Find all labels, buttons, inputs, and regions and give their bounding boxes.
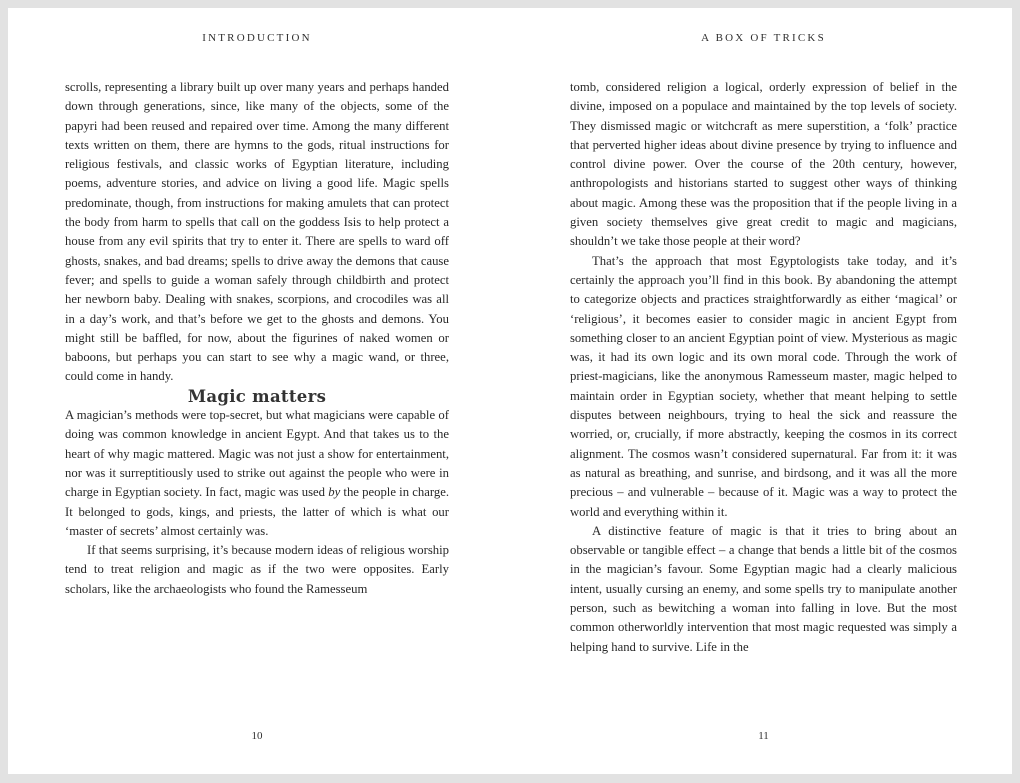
running-header-right: A BOX OF TRICKS xyxy=(701,32,826,44)
section-heading: Magic matters xyxy=(187,386,327,406)
page-number-right: 11 xyxy=(758,730,769,742)
paragraph-continuation: scrolls, representing a library built up over many years and perhaps handed down through generations, since, like many of the objects, some of the papyri had been reused and repaired over time. Among the many different texts written on them, there are hymns to the gods, ritual instructions for religious festivals, and classic works of Egyptian literature, including poems, adventure stories, and advice on living a good life. Magic spells predominate, though, from instructions for making amulets that can protect the body from harm to spells that call on the goddess Isis to help protect a house from any evil spirits that try to enter it. There are spells to ward off ghosts, snakes, and bad dreams; spells to drive away the demons that cause fever; and spells to guide a woman safely through childbirth and protect her newborn baby. Dealing with snakes, scorpions, and crocodiles was all in a day’s work, and that’s before we get to the ghosts and demons. You might still be baffled, for now, about the figurines of naked women or baboons, but perhaps you can start to see why a magic wand, or three, could come in handy. xyxy=(65,80,449,384)
paragraph-surprising: If that seems surprising, it’s because modern ideas of religious worship tend to treat religion and magic as if the two were opposites. Early scholars, like the archaeologists who found the Ramesseum xyxy=(65,543,449,596)
paragraph-approach: That’s the approach that most Egyptologists take today, and it’s certainly the approach you’ll find in this book. By abandoning the attempt to categorize objects and practices straightforwardly as either ‘magical’ or ‘religious’, it becomes easier to consider magic in ancient Egypt from something closer to an ancient Egyptian point of view. Mysterious as magic was, it had its own logic and its own moral code. Through the work of priest-magicians, like the anonymous Ramesseum master, magic helped to maintain order in Egyptian society, whether that meant helping to settle disputes between neighbours, trying to heal the sick and reassure the worried, or, crucially, if more abstractly, keeping the cosmos in its correct alignment. The cosmos wasn’t considered supernatural. Far from it: it was as natural as breathing, and sunrise, and birdsong, and it was all the more precious – and vulnerable – because of it. Magic was a way to protect the world and everything within it. xyxy=(570,253,957,519)
page-left xyxy=(65,8,449,774)
book-spread xyxy=(8,8,1012,774)
page-left-body xyxy=(65,78,449,599)
paragraph-magicians-text-before: A magician’s methods were top-secret, but what magicians were capable of doing was common knowledge in ancient Egypt. And that takes us to the heart of why magic mattered. Magic was not just a show for entertainment, nor was it surreptitiously used to strike out against the people who were in charge in Egyptian society. In fact, magic was used xyxy=(65,408,449,500)
emphasis-italic: by xyxy=(328,485,341,500)
paragraph-magicians-text-after: the people in charge. It belonged to gods, kings, and priests, the latter of which is what our ‘master of secrets’ almost certainly was. xyxy=(65,485,450,538)
paragraph-tomb: tomb, considered religion a logical, orderly expression of belief in the divine, imposed on a populace and maintained by the top levels of society. They dismissed magic or witchcraft as mere superstition, a ‘folk’ practice that perverted higher ideas about divine presence by trying to influence and control divine power. Over the course of the 20th century, however, anthropologists and historians started to suggest other ways of thinking about magic. Among these was the proposition that if the people living in a given society themselves give great credit to magic and magicians, shouldn’t we take those people at their word? xyxy=(570,80,957,249)
running-header-left: INTRODUCTION xyxy=(202,32,312,44)
page-right xyxy=(570,8,957,774)
page-number-left: 10 xyxy=(251,730,263,742)
paragraph-magicians xyxy=(65,406,449,541)
page-right-body xyxy=(570,78,957,657)
paragraph-distinctive: A distinctive feature of magic is that it tries to bring about an observable or tangible effect – a change that bends a little bit of the cosmos in the magician’s favour. Some Egyptian magic had a clearly malicious intent, usually cursing an enemy, and some spells try to manipulate another person, such as bewitching a woman into falling in love. But the most common otherworldly intervention that most magic requested was simply a helping hand to survive. Life in the xyxy=(570,523,957,654)
